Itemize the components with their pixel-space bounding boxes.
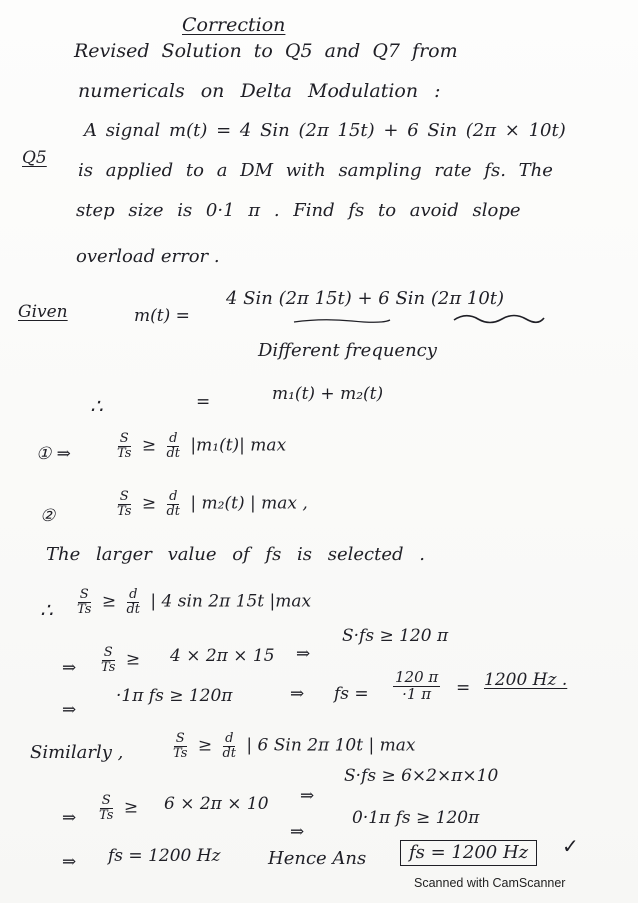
page-title: Correction	[182, 14, 286, 36]
question-line-1: A signal m(t) = 4 Sin (2π 15t) + 6 Sin (2π × 10t)	[84, 120, 566, 141]
condition-1-ratio: $\frac{S}{Ts}$	[117, 431, 132, 461]
underline-mark	[292, 316, 392, 326]
step-3-arrow: ⇒	[290, 684, 305, 704]
step-5-rhs: 0·1π fs ≥ 120π	[352, 808, 480, 828]
step-3-fs: fs =	[334, 684, 369, 704]
condition-2-derivative: $\frac{d}{dt}$	[166, 489, 181, 519]
step-3-eq: =	[456, 678, 471, 698]
similarly-step: $\frac{S}{Ts}$ ≥ $\frac{d}{dt}$ | 6 Sin 2π 10t | max	[173, 731, 416, 761]
step-3-fraction: $\frac{120 \pi}{\cdot 1 \pi}$	[395, 668, 439, 703]
given-rhs: 4 Sin (2π 15t) + 6 Sin (2π 10t)	[226, 288, 505, 309]
condition-2-marker: ②	[40, 506, 56, 526]
check-mark: ✓	[562, 834, 579, 858]
step-2-rhs: S·fs ≥ 120 π	[342, 626, 449, 646]
step-2-arrow: ⇒	[296, 644, 311, 664]
step-1: $\frac{S}{Ts}$ ≥ $\frac{d}{dt}$ | 4 sin 2π 15t |max	[77, 587, 312, 617]
given-note: Different frequency	[258, 340, 437, 361]
condition-2: $\frac{S}{Ts}$ ≥ $\frac{d}{dt}$ | m₂(t) | max ,	[117, 489, 308, 519]
question-line-3: step size is 0·1 π . Find fs to avoid slope	[76, 200, 521, 221]
intro-line-2: numericals on Delta Modulation :	[78, 80, 441, 102]
step-3-result: 1200 Hz .	[484, 670, 568, 690]
step-2: $\frac{S}{Ts}$ ≥	[101, 645, 141, 675]
given-split: m₁(t) + m₂(t)	[272, 384, 384, 404]
step-3-lhs: ·1π fs ≥ 120π	[116, 686, 233, 706]
step-4-rhs: S·fs ≥ 6×2×π×10	[344, 766, 499, 786]
therefore-symbol: ∴	[90, 394, 103, 418]
question-label: Q5	[22, 148, 47, 168]
step-6-lhs: fs = 1200 Hz	[108, 846, 221, 866]
tilde-mark	[452, 312, 546, 326]
step-3-prefix: ⇒	[62, 700, 77, 720]
step-4-prefix: ⇒	[62, 808, 77, 828]
step-5-arrow: ⇒	[290, 822, 305, 842]
step-1-prefix: ∴	[40, 598, 53, 622]
scanner-watermark: Scanned with CamScanner	[414, 876, 566, 890]
given-label: Given	[18, 302, 68, 322]
final-answer-box: fs = 1200 Hz	[400, 840, 537, 866]
step-6-prefix: ⇒	[62, 852, 77, 872]
given-lhs: m(t) =	[134, 306, 190, 326]
intro-line-1: Revised Solution to Q5 and Q7 from	[74, 40, 458, 62]
similarly-label: Similarly ,	[30, 742, 124, 763]
given-equals: =	[196, 392, 211, 412]
step-4-lhs: 6 × 2π × 10	[164, 794, 269, 814]
condition-1-derivative: $\frac{d}{dt}$	[166, 431, 181, 461]
question-line-2: is applied to a DM with sampling rate fs. The	[78, 160, 553, 181]
selected-note: The larger value of fs is selected .	[46, 544, 425, 565]
condition-1-marker: ① ⇒	[36, 444, 71, 464]
step-4-arrow: ⇒	[300, 786, 315, 806]
step-4: $\frac{S}{Ts}$ ≥	[99, 793, 139, 823]
condition-2-ratio: $\frac{S}{Ts}$	[117, 489, 132, 519]
step-2-prefix: ⇒	[62, 658, 77, 678]
step-2-lhs: 4 × 2π × 15	[170, 646, 275, 666]
hence-answer-label: Hence Ans	[268, 848, 367, 869]
question-line-4: overload error .	[76, 246, 220, 267]
condition-1: $\frac{S}{Ts}$ ≥ $\frac{d}{dt}$ |m₁(t)| max	[117, 431, 287, 461]
